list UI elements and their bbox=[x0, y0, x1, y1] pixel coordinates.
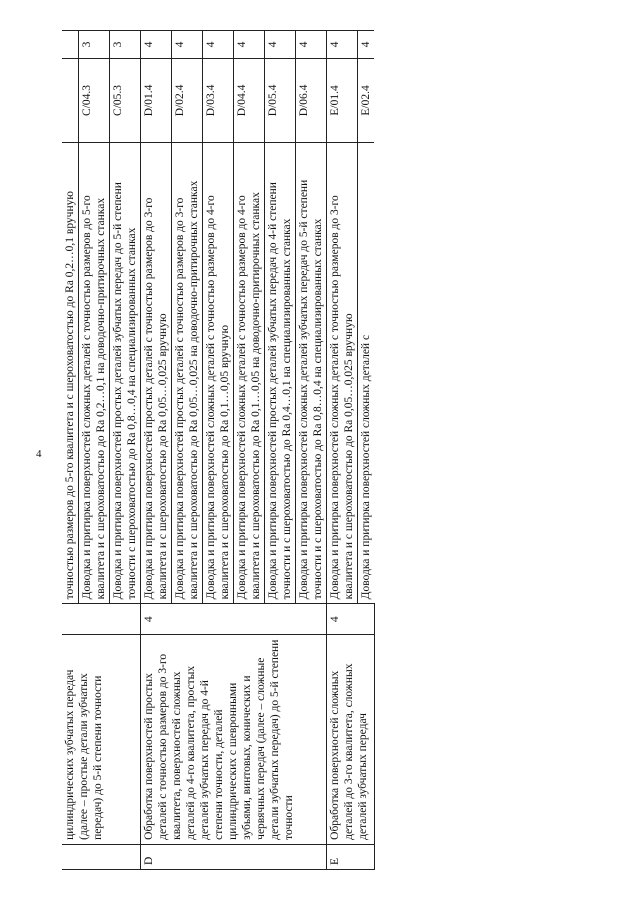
task-level-cell: 4 bbox=[234, 31, 265, 59]
task-name-cell: Доводка и притирка поверхностей сложных деталей с точностью размеров до 5-го квалитета и с шероховатостью до Ra 0,2…0,1 на доводочно-притирочных станках bbox=[79, 142, 110, 603]
task-code-cell: E/01.4 bbox=[327, 59, 358, 143]
task-code-cell: D/02.4 bbox=[172, 59, 203, 143]
task-level-cell: 3 bbox=[110, 31, 141, 59]
page-number: 4 bbox=[36, 448, 42, 460]
task-name-cell: точностью размеров до 5-го квалитета и с шероховатостью до Ra 0,2…0,1 вручную bbox=[62, 142, 79, 603]
task-code-cell: C/04.3 bbox=[79, 59, 110, 143]
task-level-cell: 3 bbox=[79, 31, 110, 59]
function-code-cell: D bbox=[141, 844, 327, 869]
qualification-level-cell bbox=[62, 604, 141, 635]
task-name-cell: Доводка и притирка поверхностей простых деталей с точностью размеров до 3-го квалитета и с шероховатостью до Ra 0,05…0,025 вручную bbox=[141, 142, 172, 603]
task-level-cell bbox=[62, 31, 79, 59]
function-name-cell: цилиндрических зубчатых передач (далее – простые детали зубчатых передач) до 5-й степени точности bbox=[62, 635, 141, 845]
task-code-cell bbox=[62, 59, 79, 143]
task-name-cell: Доводка и притирка поверхностей простых деталей с точностью размеров до 3-го квалитета и с шероховатостью до Ra 0,05…0,025 на доводочно-притирочных станках bbox=[172, 142, 203, 603]
task-code-cell: D/06.4 bbox=[296, 59, 327, 143]
task-level-cell: 4 bbox=[203, 31, 234, 59]
qualification-level-cell: 4 bbox=[141, 604, 327, 635]
qualification-level-cell: 4 bbox=[327, 604, 375, 635]
task-level-cell: 4 bbox=[296, 31, 327, 59]
task-name-cell: Доводка и притирка поверхностей сложных деталей с точностью размеров до 3-го квалитета и с шероховатостью до Ra 0,05…0,025 вручную bbox=[327, 142, 358, 603]
function-code-cell: E bbox=[327, 844, 375, 869]
task-code-cell: C/05.3 bbox=[110, 59, 141, 143]
task-name-cell: Доводка и притирка поверхностей простых деталей зубчатых передач до 5-й степени точности с шероховатостью до Ra 0,8…0,4 на специализированных станках bbox=[110, 142, 141, 603]
rotated-table-container bbox=[62, 30, 582, 870]
task-level-cell: 4 bbox=[172, 31, 203, 59]
task-name-cell: Доводка и притирка поверхностей сложных деталей с точностью размеров до 4-го квалитета и с шероховатостью до Ra 0,1…0,05 вручную bbox=[203, 142, 234, 603]
function-name-cell: Обработка поверхностей простых деталей с точностью размеров до 3-го квалитета, поверхностей сложных деталей до 4-го квалитета, простых деталей зубчатых передач до 4-й степени точности, деталей цилиндрических с шевронными зубьями, винтовых, конических и червячных передач (далее – сложные детали зубчатых передач) до 5-й степени точности bbox=[141, 635, 327, 845]
table-row bbox=[327, 31, 358, 870]
task-name-cell: Доводка и притирка поверхностей простых деталей зубчатых передач до 4-й степени точности и с шероховатостью до Ra 0,4…0,1 на специализированных станках bbox=[265, 142, 296, 603]
table-row bbox=[141, 31, 172, 870]
task-name-cell: Доводка и притирка поверхностей сложных деталей с bbox=[358, 142, 375, 603]
task-level-cell: 4 bbox=[358, 31, 375, 59]
task-name-cell: Доводка и притирка поверхностей сложных деталей зубчатых передач до 5-й степени точности и с шероховатостью до Ra 0,8…0,4 на специализированных станках bbox=[296, 142, 327, 603]
function-name-cell: Обработка поверхностей сложных деталей до 3-го квалитета, сложных деталей зубчатых передач bbox=[327, 635, 375, 845]
function-code-cell bbox=[62, 844, 141, 869]
task-level-cell: 4 bbox=[265, 31, 296, 59]
task-code-cell: D/05.4 bbox=[265, 59, 296, 143]
functions-table bbox=[62, 30, 375, 870]
task-code-cell: D/04.4 bbox=[234, 59, 265, 143]
table-row bbox=[62, 31, 79, 870]
task-level-cell: 4 bbox=[141, 31, 172, 59]
task-code-cell: D/03.4 bbox=[203, 59, 234, 143]
task-name-cell: Доводка и притирка поверхностей сложных деталей с точностью размеров до 4-го квалитета и с шероховатостью до Ra 0,1…0,05 на доводочно-притирочных станках bbox=[234, 142, 265, 603]
task-level-cell: 4 bbox=[327, 31, 358, 59]
task-code-cell: D/01.4 bbox=[141, 59, 172, 143]
task-code-cell: E/02.4 bbox=[358, 59, 375, 143]
